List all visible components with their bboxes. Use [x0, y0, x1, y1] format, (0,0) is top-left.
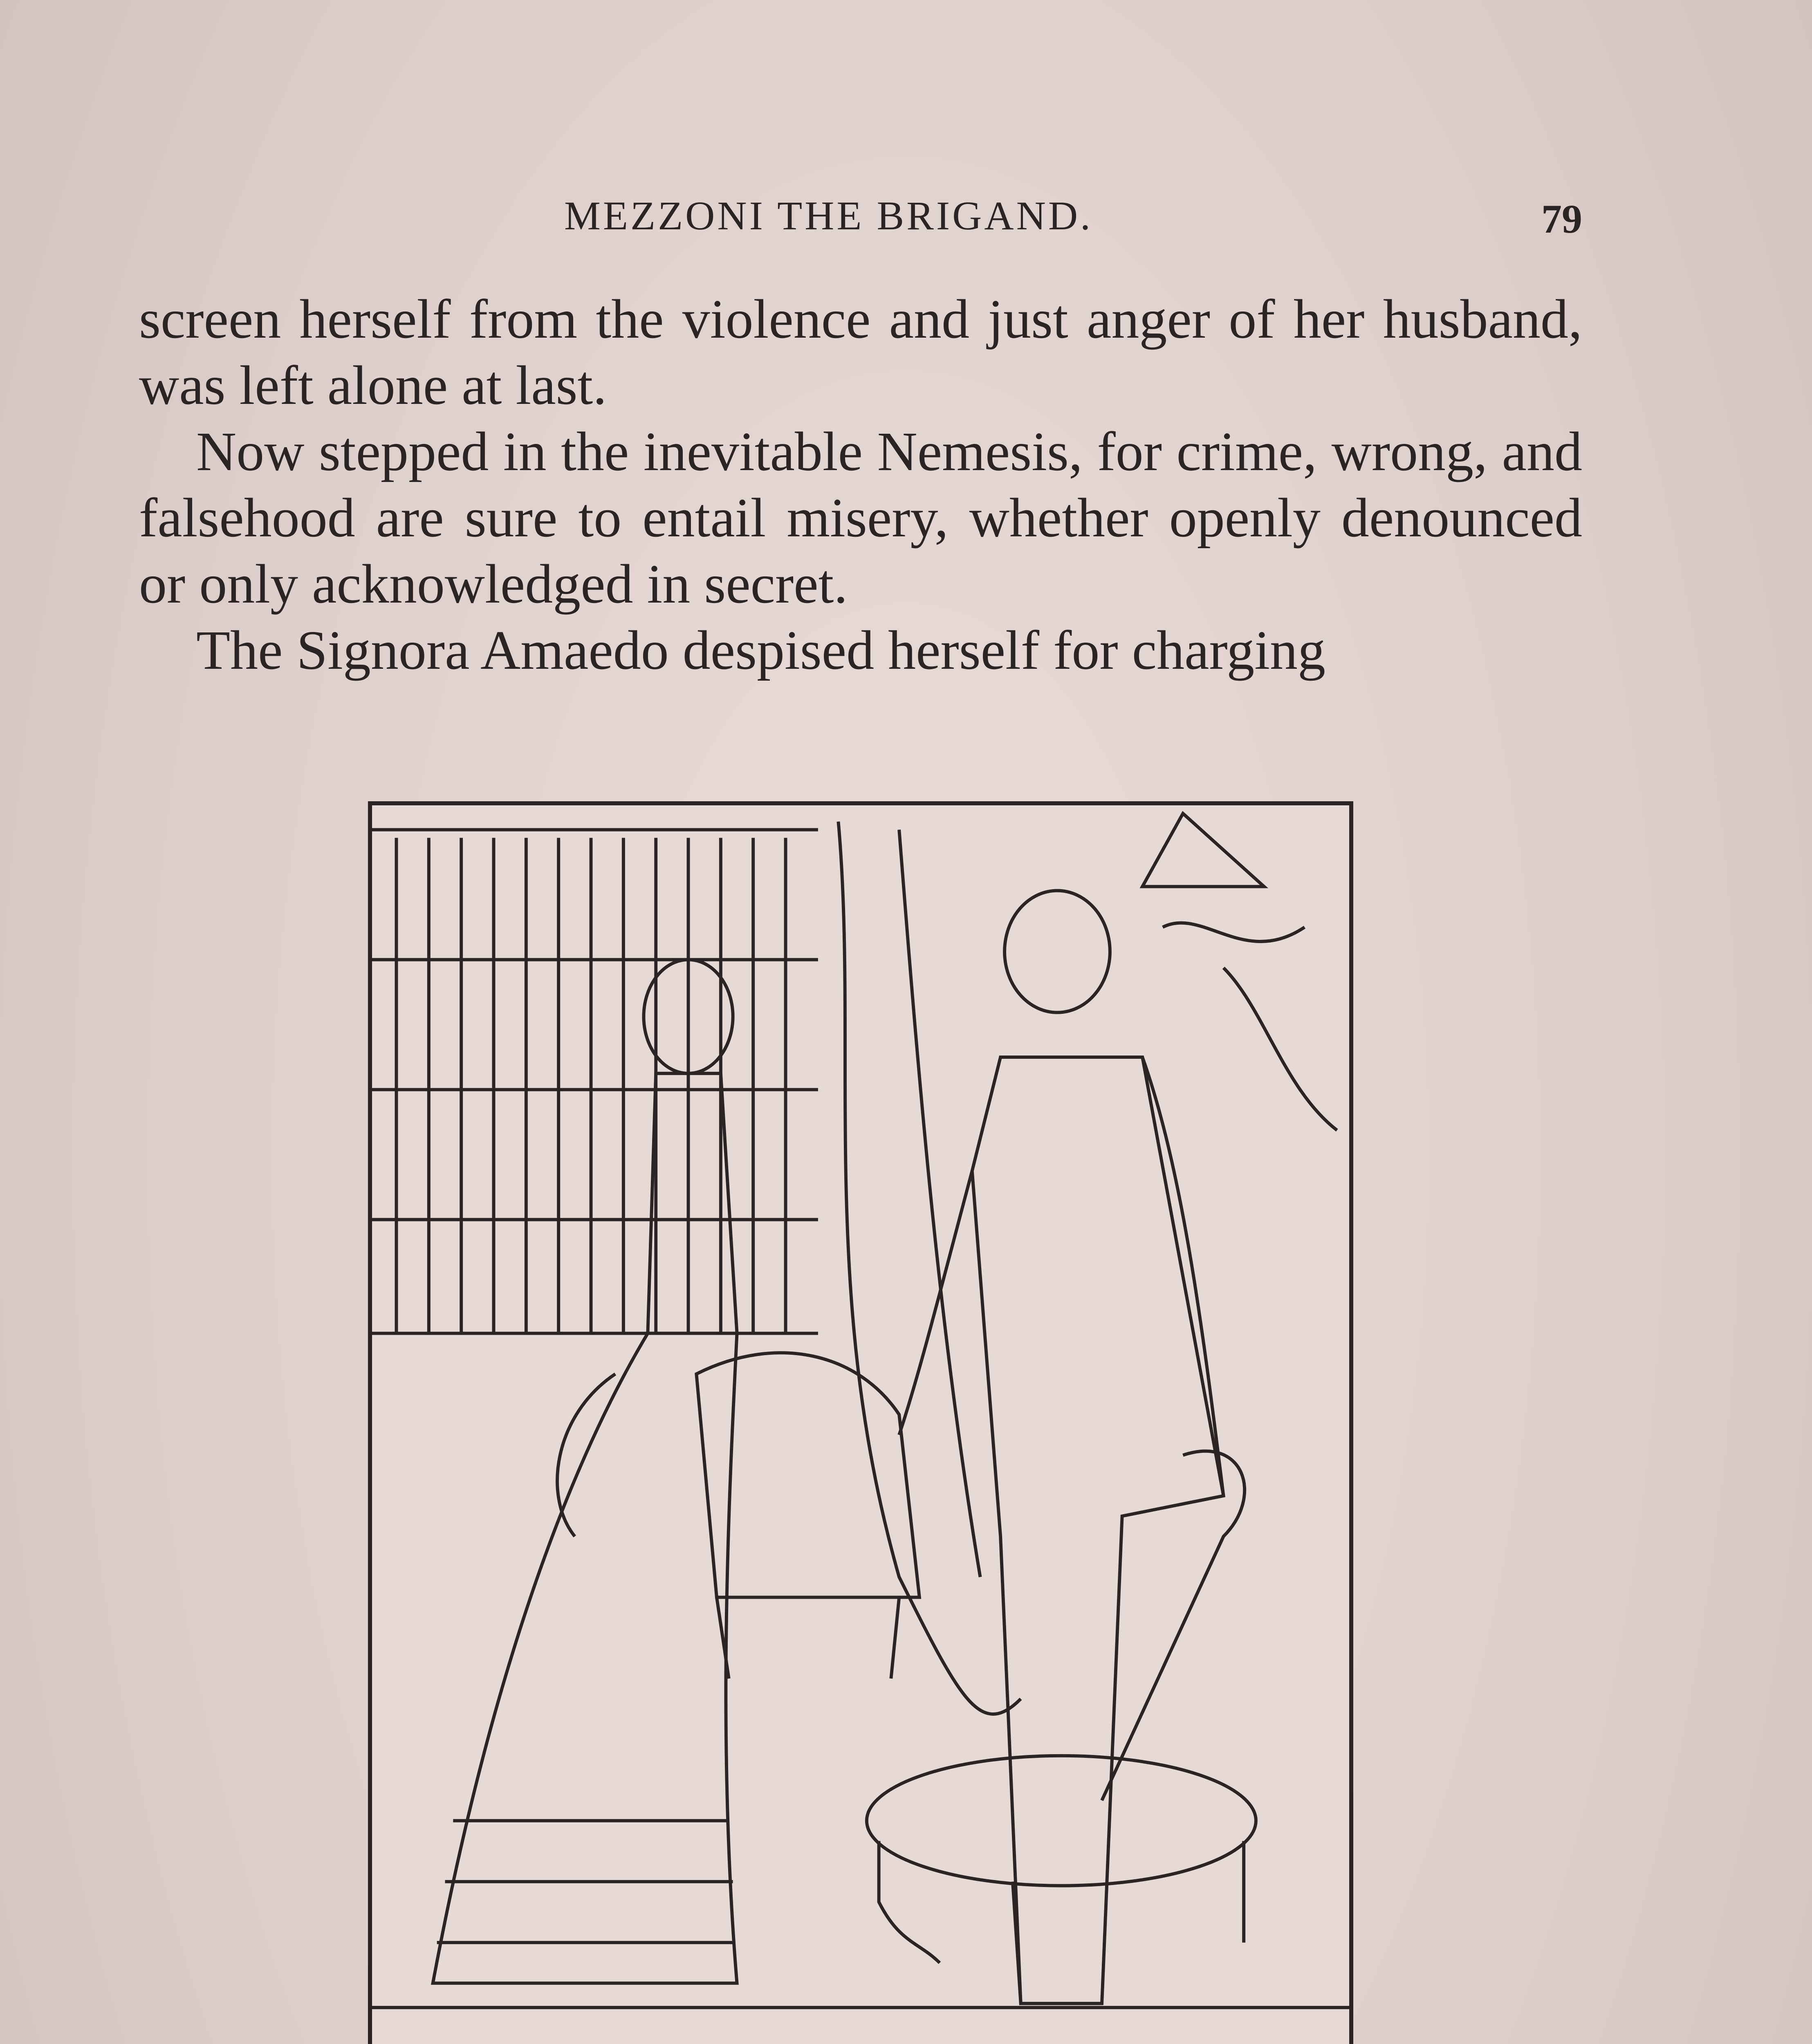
woman-figure	[433, 960, 737, 1983]
page-number: 79	[1541, 196, 1582, 242]
running-title: MEZZONI THE BRIGAND.	[564, 193, 1093, 238]
paragraph: The Signora Amaedo despised herself for charging	[196, 620, 1326, 681]
chair	[867, 1451, 1256, 2004]
bookshelf	[372, 830, 818, 1334]
engraving-illustration	[368, 801, 1353, 2044]
curtain	[838, 822, 1020, 1714]
page-header	[135, 192, 1582, 249]
paragraph: Now stepped in the inevitable Nemesis, for crime, wrong, and falsehood are sure to entail misery, whether openly denounced or only acknowledged in secret.	[139, 421, 1582, 615]
paragraph: screen herself from the violence and just anger of her husband, was left alone at last.	[139, 289, 1582, 416]
engraving-drawing	[372, 805, 1349, 2044]
man-figure	[899, 891, 1223, 2004]
body-text-top	[139, 286, 1582, 684]
potted-plant	[1142, 814, 1337, 1130]
